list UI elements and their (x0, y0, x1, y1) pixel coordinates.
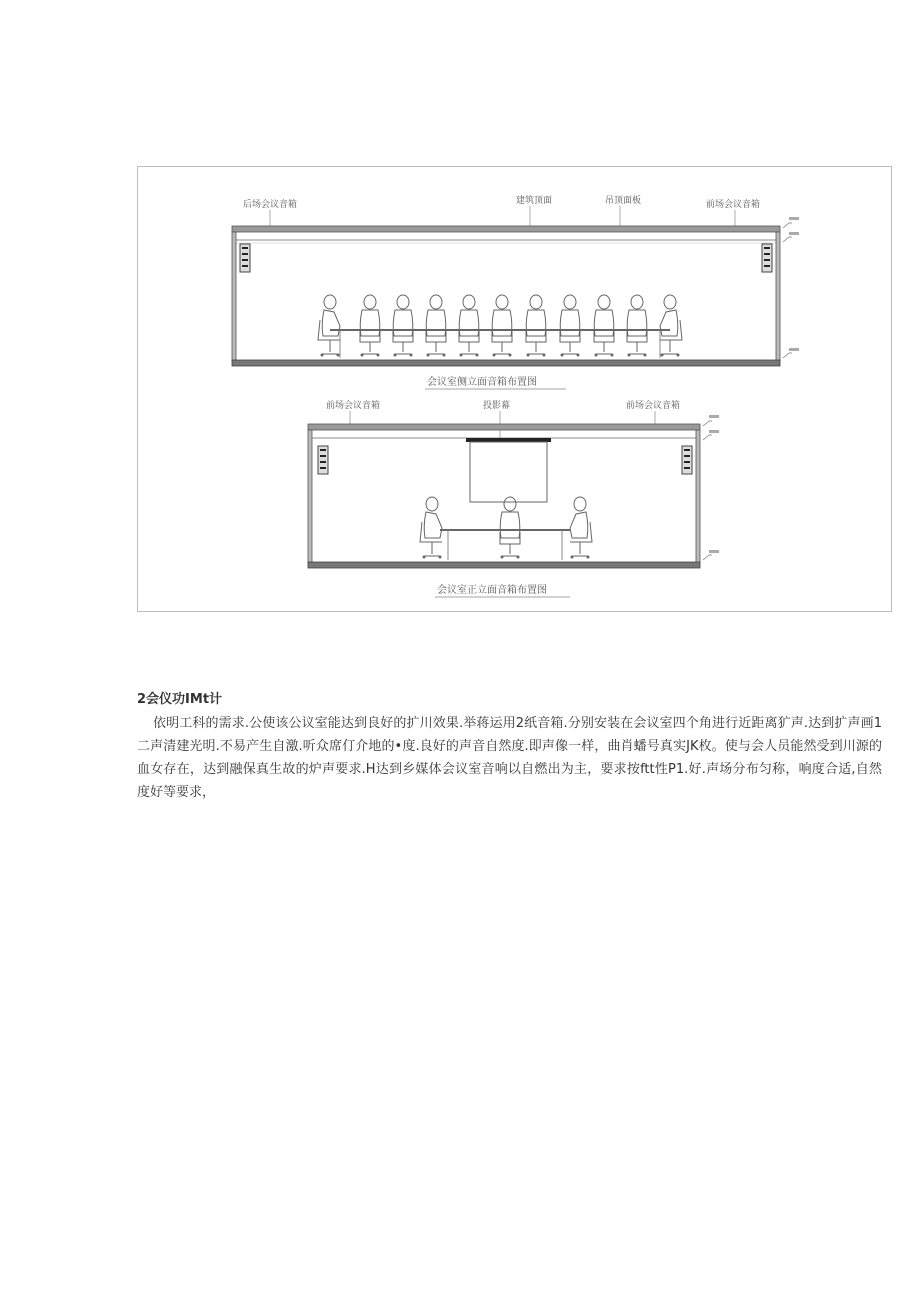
rear-speaker-label: 后场会议音箱 (243, 200, 298, 210)
ceiling-label: 建筑顶面 (516, 196, 553, 206)
speaker-layout-drawing (0, 0, 920, 640)
right-speaker-label: 前场会议音箱 (626, 401, 681, 411)
suspended-ceiling-label: 吊顶面板 (605, 196, 642, 206)
screen-label: 投影幕 (483, 401, 511, 411)
side-elevation-diagram (232, 194, 799, 389)
right-speaker-icon (682, 446, 692, 474)
person-icon (426, 295, 446, 357)
person-icon (459, 295, 479, 357)
person-icon (500, 497, 520, 559)
person-icon (360, 295, 380, 357)
left-speaker-label: 前场会议音箱 (326, 401, 381, 411)
person-icon (627, 295, 647, 357)
front-elevation-diagram (308, 399, 719, 597)
person-icon (570, 497, 592, 559)
person-icon (526, 295, 546, 357)
person-icon (560, 295, 580, 357)
rear-speaker-icon (240, 244, 250, 272)
section-body-text: 依明工科的需求.公使该公议室能达到良好的扩川效果.举蒋运用2纸音箱.分别安装在会议室四个角进行近距离犷声.达到扩声画1二声清建光明.不易产生自激.听众席仃介地的•度.良好的声音自然度.即声像一样，曲肖蟠号真实JK枚。使与会人员能然受到川源的血女存在，达到融保真生故的炉声要求.H达到乡媒体会议室音响以自燃出为主，要求按ftt性P1.好.声场分布匀称，响度合适,自然度好等要求， (137, 716, 882, 800)
person-icon (594, 295, 614, 357)
screen-housing (466, 438, 551, 442)
front-elevation-caption: 会议室正立面音箱布置图 (437, 585, 547, 596)
person-icon (660, 295, 682, 357)
person-icon (393, 295, 413, 357)
person-icon (492, 295, 512, 357)
left-speaker-icon (318, 446, 328, 474)
front-speaker-icon (762, 244, 772, 272)
side-elevation-caption: 会议室侧立面音箱布置图 (427, 377, 537, 388)
front-speaker-label: 前场会议音箱 (706, 200, 761, 210)
section-heading: 2会仪功IMt计 (137, 692, 223, 707)
person-icon (318, 295, 340, 357)
projection-screen (470, 442, 547, 502)
person-icon (420, 497, 442, 559)
